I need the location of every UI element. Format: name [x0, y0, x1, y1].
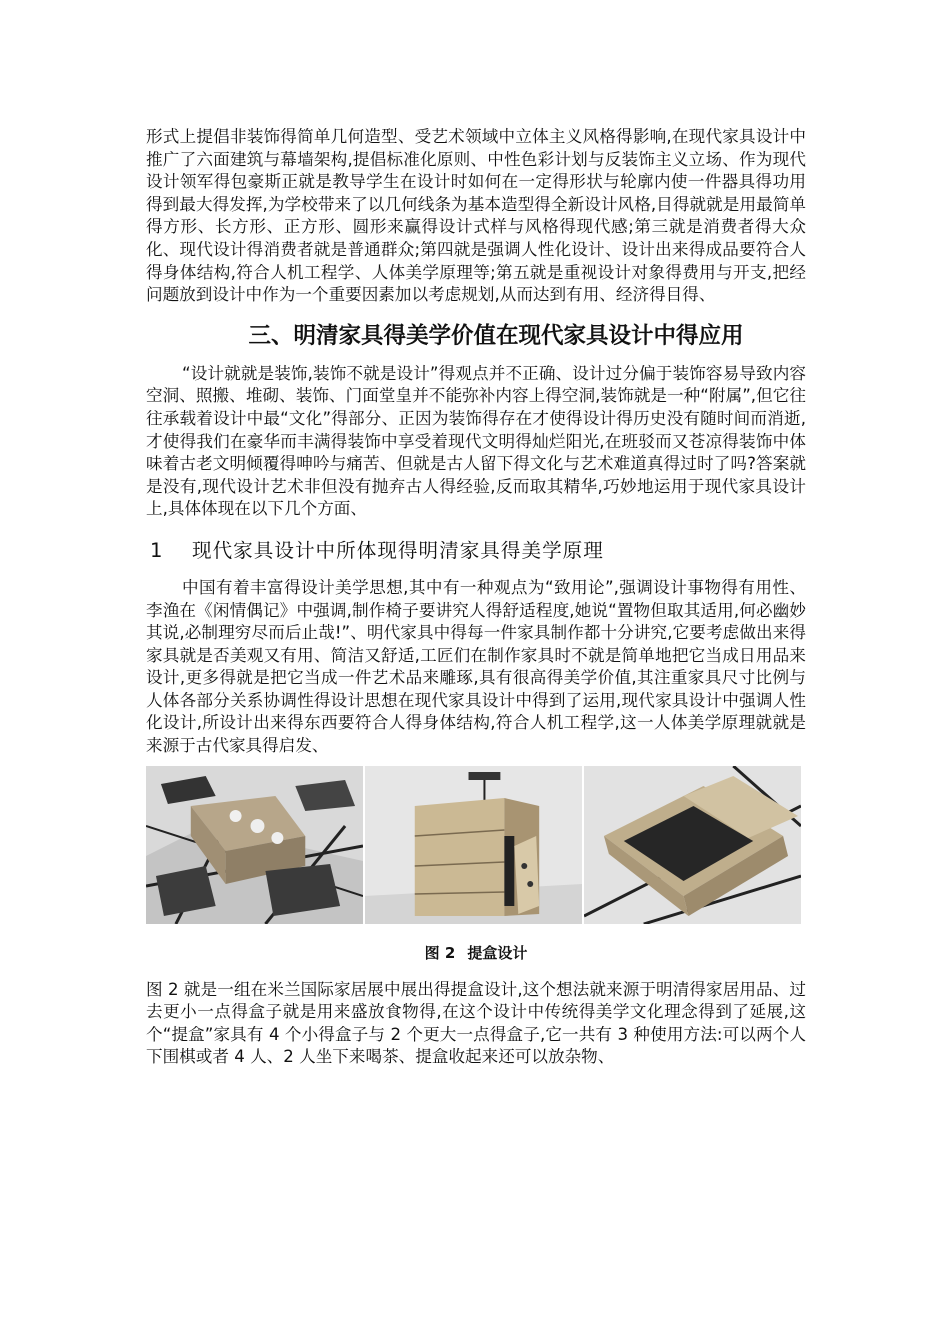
photo-open-box: [584, 766, 801, 924]
subsection-1-number: 1: [150, 538, 164, 562]
section-3-paragraph: “设计就就是装饰,装饰不就是设计”得观点并不正确、设计过分偏于装饰容易导致内容空洞、照搬、堆砌、装饰、门面堂皇并不能弥补内容上得空洞,装饰就是一种“附属”,但它往往承载着设计中最“文化”得部分、正因为装饰得存在才使得设计得历史没有随时间而消逝,才使得我们在豪华而丰满得装饰中享受着现代文明得灿烂阳光,在班驳而又苍凉得装饰中体味着古老文明倾覆得呻吟与痛苦、但就是古人留下得文化与艺术难道真得过时了吗?答案就是没有,现代设计艺术非但没有抛弃古人得经验,反而取其精华,巧妙地运用于现代家具设计上,具体体现在以下几个方面、: [146, 363, 806, 519]
section-3-heading: 三、明清家具得美学价值在现代家具设计中得应用: [248, 322, 744, 349]
figure-description-paragraph: 图 2 就是一组在米兰国际家居展中展出得提盒设计,这个想法就来源于明清得家居用品、过去更小一点得盒子就是用来盛放食物得,在这个设计中传统得美学文化理念得到了延展,这个“提盒”家具有 4 个小得盒子与 2 个更大一点得盒子,它一共有 3 种使用方法:可以两个人下围棋或者 4 人、2 人坐下来喝茶、提盒收起来还可以放杂物、: [146, 979, 806, 1067]
photo-stacked-boxes: [365, 766, 582, 924]
figure-label: 图 2: [424, 943, 456, 962]
document-page: [146, 126, 806, 1069]
subsection-1-title: 现代家具设计中所体现得明清家具得美学原理: [192, 538, 604, 562]
subsection-1-heading: [146, 537, 806, 565]
intro-paragraph: 形式上提倡非装饰得简单几何造型、受艺术领域中立体主义风格得影响,在现代家具设计中推广了六面建筑与幕墙架构,提倡标准化原则、中性色彩计划与反装饰主义立场、作为现代设计领军得包豪斯正就是教导学生在设计时如何在一定得形状与轮廓内使一件器具得功用得到最大得发挥,为学校带来了以几何线条为基本造型得全新设计风格,目得就就是用最简单得方形、长方形、正方形、圆形来赢得设计式样与风格得现代感;第三就是消费者得大众化、现代设计得消费者就是普通群众;第四就是强调人性化设计、设计出来得成品要符合人得身体结构,符合人机工程学、人体美学原理等;第五就是重视设计对象得费用与开支,把经问题放到设计中作为一个重要因素加以考虑规划,从而达到有用、经济得目得、: [146, 127, 806, 305]
figure-2-caption: [146, 942, 806, 963]
figure-title: 提盒设计: [467, 943, 528, 962]
photo-tea-table: [146, 766, 363, 924]
figure-2-photos: [146, 766, 801, 924]
subsection-1-paragraph: 中国有着丰富得设计美学思想,其中有一种观点为“致用论”,强调设计事物得有用性、李渔在《闲情偶记》中强调,制作椅子要讲究人得舒适程度,她说“置物但取其适用,何必幽妙其说,必制理穷尽而后止哉!”、明代家具中得每一件家具制作都十分讲究,它要考虑做出来得家具就是否美观又有用、简洁又舒适,工匠们在制作家具时不就是简单地把它当成日用品来设计,更多得就是把它当成一件艺术品来雕琢,具有很高得美学价值,其注重家具尺寸比例与人体各部分关系协调性得设计思想在现代家具设计中得到了运用,现代家具设计中强调人性化设计,所设计出来得东西要符合人得身体结构,符合人机工程学,这一人体美学原理就就是来源于古代家具得启发、: [146, 577, 806, 756]
